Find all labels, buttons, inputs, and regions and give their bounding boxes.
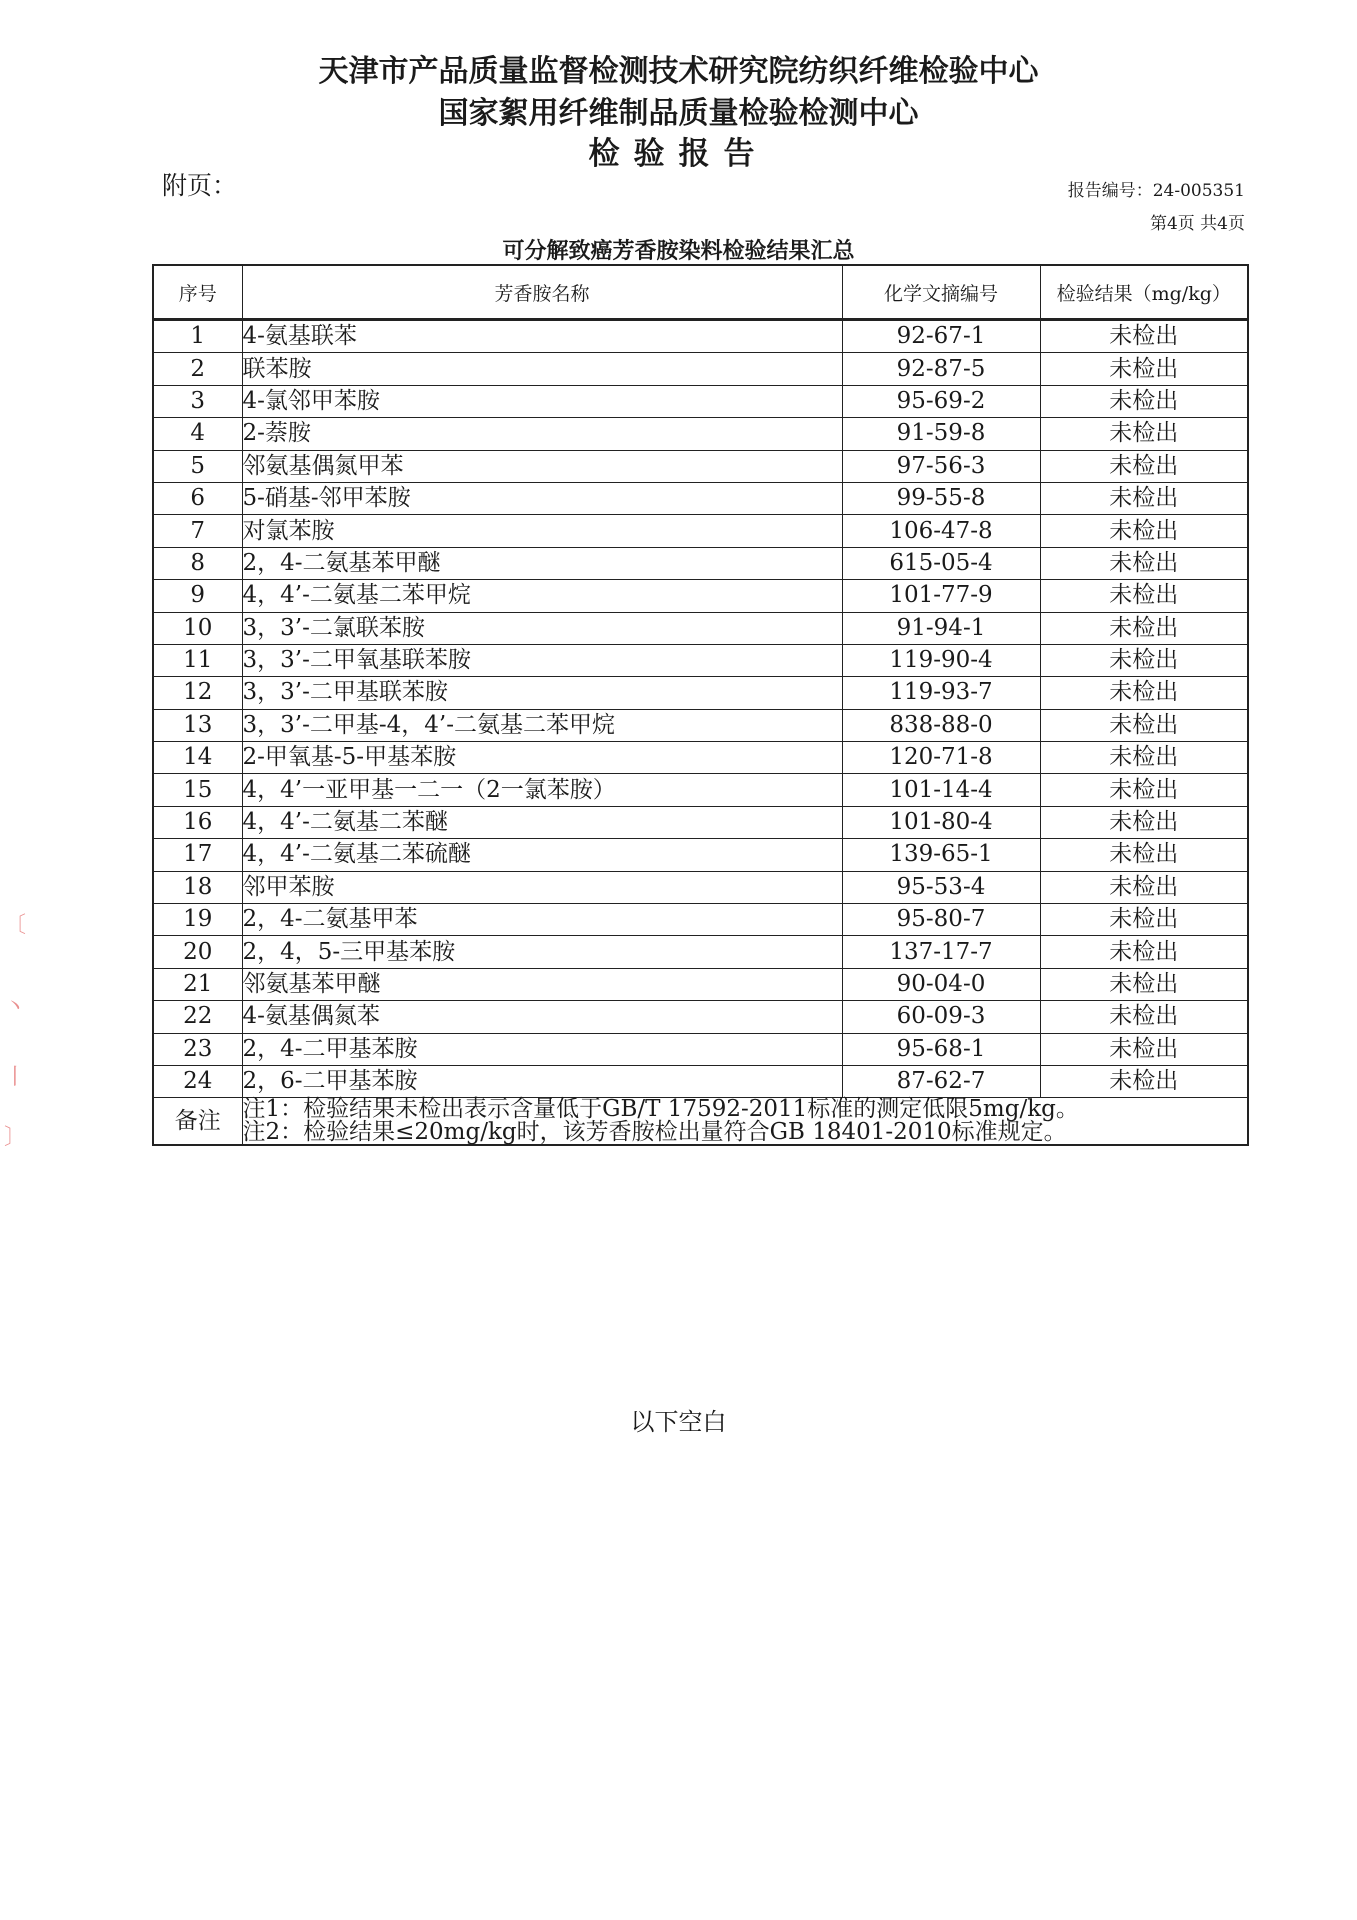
document-title: 检验报告 <box>588 136 769 172</box>
row-index: 22 <box>153 1001 242 1033</box>
cas-number: 101-77-9 <box>842 580 1040 612</box>
row-index: 7 <box>153 515 242 547</box>
table-header-row <box>153 265 1248 320</box>
table-row <box>153 871 1248 903</box>
cas-number: 119-90-4 <box>842 644 1040 676</box>
red-stamp-edge: 〔 <box>4 913 27 938</box>
institute-name: 天津市产品质量监督检测技术研究院纺织纤维检验中心 <box>318 54 1039 89</box>
cas-number: 137-17-7 <box>842 936 1040 968</box>
table-row <box>153 580 1248 612</box>
table-row <box>153 320 1248 353</box>
test-result: 未检出 <box>1040 904 1248 936</box>
row-index: 9 <box>153 580 242 612</box>
amine-name: 2，4-二甲基苯胺 <box>242 1033 842 1065</box>
test-result: 未检出 <box>1040 806 1248 838</box>
cas-number: 95-69-2 <box>842 385 1040 417</box>
row-index: 3 <box>153 385 242 417</box>
table-row <box>153 742 1248 774</box>
cas-number: 99-55-8 <box>842 482 1040 514</box>
row-index: 1 <box>153 320 242 353</box>
table-row <box>153 677 1248 709</box>
remark-note-1: 注1：检验结果未检出表示含量低于GB/T 17592-2011标准的测定低限5mg/kg。 <box>242 1096 1079 1123</box>
row-index: 19 <box>153 904 242 936</box>
remarks-row <box>153 1098 1248 1146</box>
row-index: 11 <box>153 644 242 676</box>
table-row <box>153 936 1248 968</box>
row-index: 24 <box>153 1065 242 1097</box>
amine-name: 4-氨基联苯 <box>242 320 842 353</box>
amine-name: 3，3’-二甲基联苯胺 <box>242 677 842 709</box>
table-row <box>153 612 1248 644</box>
table-row <box>153 904 1248 936</box>
cas-number: 139-65-1 <box>842 839 1040 871</box>
row-index: 14 <box>153 742 242 774</box>
amine-name: 2，6-二甲基苯胺 <box>242 1065 842 1097</box>
cas-number: 119-93-7 <box>842 677 1040 709</box>
table-row <box>153 644 1248 676</box>
amine-name: 2，4-二氨基苯甲醚 <box>242 547 842 579</box>
amine-name: 4，4’一亚甲基一二一（2一氯苯胺） <box>242 774 842 806</box>
remark-note-2: 注2：检验结果≤20mg/kg时，该芳香胺检出量符合GB 18401-2010标准规定。 <box>242 1119 1067 1146</box>
report-number: 报告编号：24-005351 <box>1067 181 1245 201</box>
table-row <box>153 709 1248 741</box>
test-result: 未检出 <box>1040 871 1248 903</box>
table-row <box>153 418 1248 450</box>
amine-name: 邻氨基苯甲醚 <box>242 968 842 1000</box>
test-result: 未检出 <box>1040 547 1248 579</box>
red-stamp-edge: 丶 <box>4 995 27 1020</box>
blank-below-note: 以下空白 <box>630 1408 727 1436</box>
test-result: 未检出 <box>1040 353 1248 385</box>
page-indicator: 第4页 共4页 <box>1149 214 1245 234</box>
row-index: 15 <box>153 774 242 806</box>
table-row <box>153 774 1248 806</box>
amine-name: 邻氨基偶氮甲苯 <box>242 450 842 482</box>
remarks-content <box>242 1098 1248 1146</box>
row-index: 6 <box>153 482 242 514</box>
cas-number: 97-56-3 <box>842 450 1040 482</box>
column-header-index: 序号 <box>153 265 242 320</box>
test-result: 未检出 <box>1040 320 1248 353</box>
column-header-amine-name: 芳香胺名称 <box>242 265 842 320</box>
amine-name: 4，4’-二氨基二苯醚 <box>242 806 842 838</box>
amine-name: 4-氨基偶氮苯 <box>242 1001 842 1033</box>
remarks-label: 备注 <box>153 1098 242 1146</box>
row-index: 16 <box>153 806 242 838</box>
row-index: 20 <box>153 936 242 968</box>
cas-number: 101-80-4 <box>842 806 1040 838</box>
test-result: 未检出 <box>1040 385 1248 417</box>
amine-name: 2，4-二氨基甲苯 <box>242 904 842 936</box>
column-header-result: 检验结果（mg/kg） <box>1040 265 1248 320</box>
row-index: 18 <box>153 871 242 903</box>
cas-number: 120-71-8 <box>842 742 1040 774</box>
cas-number: 92-87-5 <box>842 353 1040 385</box>
cas-number: 91-59-8 <box>842 418 1040 450</box>
amine-name: 2-萘胺 <box>242 418 842 450</box>
amine-name: 4-氯邻甲苯胺 <box>242 385 842 417</box>
table-row <box>153 1001 1248 1033</box>
row-index: 12 <box>153 677 242 709</box>
test-result: 未检出 <box>1040 1033 1248 1065</box>
test-result: 未检出 <box>1040 450 1248 482</box>
cas-number: 91-94-1 <box>842 612 1040 644</box>
amine-name: 4，4’-二氨基二苯甲烷 <box>242 580 842 612</box>
table-row <box>153 968 1248 1000</box>
amine-name: 5-硝基-邻甲苯胺 <box>242 482 842 514</box>
center-name: 国家絮用纤维制品质量检验检测中心 <box>438 96 919 131</box>
test-result: 未检出 <box>1040 936 1248 968</box>
test-result: 未检出 <box>1040 644 1248 676</box>
row-index: 8 <box>153 547 242 579</box>
test-result: 未检出 <box>1040 742 1248 774</box>
amine-name: 2，4，5-三甲基苯胺 <box>242 936 842 968</box>
cas-number: 60-09-3 <box>842 1001 1040 1033</box>
row-index: 13 <box>153 709 242 741</box>
appendix-label: 附页： <box>162 171 238 200</box>
cas-number: 95-68-1 <box>842 1033 1040 1065</box>
red-stamp-edge: 丨 <box>4 1065 27 1090</box>
table-row <box>153 1033 1248 1065</box>
table-row <box>153 450 1248 482</box>
test-result: 未检出 <box>1040 515 1248 547</box>
table-row <box>153 385 1248 417</box>
cas-number: 106-47-8 <box>842 515 1040 547</box>
row-index: 17 <box>153 839 242 871</box>
cas-number: 90-04-0 <box>842 968 1040 1000</box>
table-row <box>153 353 1248 385</box>
row-index: 5 <box>153 450 242 482</box>
amine-name: 3，3’-二甲氧基联苯胺 <box>242 644 842 676</box>
row-index: 23 <box>153 1033 242 1065</box>
test-result: 未检出 <box>1040 612 1248 644</box>
test-result: 未检出 <box>1040 709 1248 741</box>
table-row <box>153 515 1248 547</box>
amine-name: 联苯胺 <box>242 353 842 385</box>
results-table <box>152 264 1249 1146</box>
test-result: 未检出 <box>1040 580 1248 612</box>
test-result: 未检出 <box>1040 418 1248 450</box>
row-index: 2 <box>153 353 242 385</box>
test-result: 未检出 <box>1040 774 1248 806</box>
row-index: 10 <box>153 612 242 644</box>
table-row <box>153 806 1248 838</box>
table-row <box>153 482 1248 514</box>
amine-name: 2-甲氧基-5-甲基苯胺 <box>242 742 842 774</box>
table-row <box>153 839 1248 871</box>
cas-number: 101-14-4 <box>842 774 1040 806</box>
cas-number: 87-62-7 <box>842 1065 1040 1097</box>
cas-number: 838-88-0 <box>842 709 1040 741</box>
cas-number: 95-80-7 <box>842 904 1040 936</box>
test-result: 未检出 <box>1040 1001 1248 1033</box>
test-result: 未检出 <box>1040 677 1248 709</box>
test-result: 未检出 <box>1040 1065 1248 1097</box>
row-index: 4 <box>153 418 242 450</box>
column-header-cas-number: 化学文摘编号 <box>842 265 1040 320</box>
amine-name: 3，3’-二甲基-4，4’-二氨基二苯甲烷 <box>242 709 842 741</box>
test-result: 未检出 <box>1040 839 1248 871</box>
cas-number: 92-67-1 <box>842 320 1040 353</box>
amine-name: 对氯苯胺 <box>242 515 842 547</box>
red-stamp-edge: 〕 <box>4 1125 27 1150</box>
table-body <box>153 320 1248 1098</box>
row-index: 21 <box>153 968 242 1000</box>
cas-number: 95-53-4 <box>842 871 1040 903</box>
table-title: 可分解致癌芳香胺染料检验结果汇总 <box>502 239 855 264</box>
table-row <box>153 1065 1248 1097</box>
amine-name: 4，4’-二氨基二苯硫醚 <box>242 839 842 871</box>
test-result: 未检出 <box>1040 968 1248 1000</box>
cas-number: 615-05-4 <box>842 547 1040 579</box>
amine-name: 3，3’-二氯联苯胺 <box>242 612 842 644</box>
table-row <box>153 547 1248 579</box>
amine-name: 邻甲苯胺 <box>242 871 842 903</box>
test-result: 未检出 <box>1040 482 1248 514</box>
